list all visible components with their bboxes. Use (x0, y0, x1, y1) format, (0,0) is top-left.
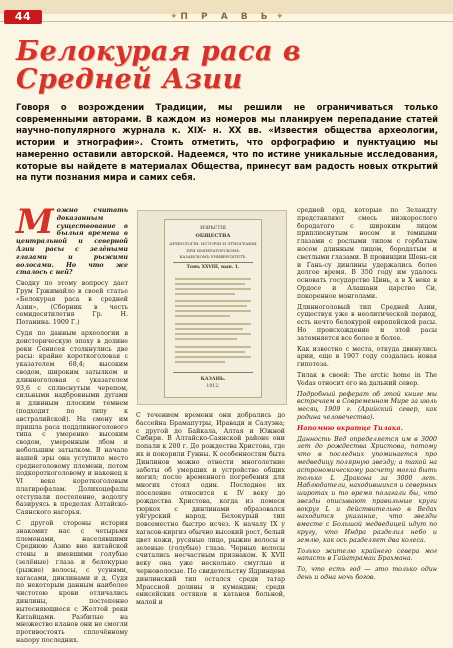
drop-cap: М (16, 202, 54, 242)
cover-page (164, 219, 262, 398)
cover-line (175, 333, 251, 335)
cover-line (175, 315, 230, 317)
paragraph: Как известно с места, откуда двинулись арии, еще в 1907 году создалась новая гипотеза. (297, 345, 437, 369)
cover-text: КАЗАНЬ. (200, 377, 226, 382)
cover-line (175, 305, 247, 307)
intro-text: ожно считать доказанным существование в былыя времена в центральной и северной Азии расы с зелёными глазами и рыжими волосами. Но что же сталось с ней? (16, 207, 128, 277)
cover-line (175, 300, 251, 302)
journal-cover-image (137, 210, 287, 405)
cover-line (175, 328, 243, 330)
cover-line (175, 338, 237, 340)
cover-line (175, 346, 251, 348)
paragraph: Данность Вед определяется им в 3000 лет до рождества Христова, потому что в последних упоминается про медведицу полярную звезду; а такой на астрономическому расчету могла быть только L Дракона за 3000 лет. Наблюдатели, находившихся и северных широтах и то время полагали бы, что звезды описывают правильные круги вокруг L и действительно в Ведах находится указание, что звезды вместе с Большой медведицей идут по кругу, что Индра разделил небо и землю, как ось разделяет два колеса. (297, 435, 437, 544)
paragraph: Длинноголовый тип Средней Азии, существуя уже в неолитической период, есть нечто белокурой европейской расы. Но происхождение и этой расы затемняется все более и более. (297, 303, 437, 342)
cover-line (175, 278, 251, 280)
paragraph: Сводку по этому вопросу дает Грум Гржимайло в своей статье «Белокурая раса в средней Азии», (Сборник в честь семидесятилетия Гр. Н. Потанина. 1909 Г.) (16, 280, 128, 327)
cover-rule (173, 262, 253, 263)
column-3 (297, 207, 437, 585)
cover-line (175, 283, 245, 285)
cover-text: КАЗАНСКОМЪ УНИВЕРСИТЕТѢ. (179, 254, 247, 259)
tilak-book: The arctic home in The Vedas относит его на дальний север. (297, 371, 437, 387)
cover-text: 1912. (206, 384, 220, 389)
tilak-intro: Тилак в своей: (297, 371, 350, 379)
cover-line (175, 351, 245, 353)
cover-line (175, 288, 251, 290)
page-number: 44 (4, 10, 42, 24)
cover-text: ОБЩЕСТВА (195, 233, 231, 239)
cover-text: ПРИ ИМПЕРАТОРСКОМЪ (186, 248, 240, 253)
cover-rule (173, 372, 253, 373)
cover-text: Томъ XXVIII, вып. 1. (186, 265, 240, 270)
intro-paragraph (16, 202, 128, 277)
paragraph: То, что есть год — это только один день и одна ночь богов. (297, 566, 437, 582)
ornament-right-icon: ✦ (276, 12, 284, 22)
article-title: Белокурая раса в Средней Азии (16, 36, 302, 95)
paragraph: средней орд, которые по Зеландту представляют смесь низкорослого бородатого с широким лицом приплюснутым носом и темными глазами с рослыми типом с горбатым носом длинным лицом, бородатым и светлыми глазами. В провинции Шень-си и Гань-су динлины удержались более долгое время. В 350 году им удалось основать государство Цинь, а в X веке в Ордосе и Алашани царство Си, покоренное монголами. (297, 207, 437, 300)
ornament-left-icon: ✦ (170, 12, 178, 22)
cover-line (175, 361, 225, 363)
paragraph: Подробный реферат об этой книге мы встречаем в Современном Мире за июль месяц 1909 г. (Арийский север, как родина человечества). (297, 390, 437, 421)
paragraph: С другой стороны история знакомит нас с четырьмя племенами, населявшими Среднюю Азию вне китайской стены и имевшими голубые (зелёные) глаза и белокурые (рыжие) волосы, с усунями, хагасами, динлинами и д. Судя по некоторым данным наиболее чистотою крови отличались динлины, постепенно вытесняющиеся с Желтой реки Китайцами. Разбитые на множество кланов они не смогли противостоять сплочённому напору последних. (16, 520, 128, 645)
subheading: Напомню вкратце Тилака. (297, 423, 403, 432)
cover-line (175, 323, 251, 325)
cover-line (175, 356, 251, 358)
cover-text: АРХЕОЛОГІИ, ИСТОРІИ И ЭТНОГРАФІИ (169, 241, 257, 246)
cover-line (175, 293, 235, 295)
paragraph: Только жителю крайнего севера мог напасть в Гайатрамаи Брахмана. (297, 547, 437, 563)
column-2 (136, 412, 285, 610)
column-1 (16, 202, 128, 648)
article-lead: Говоря о возрождении Традиции, мы решили не ограничиваться только современными авторами. В каждом из номеров мы планируем перепадание статей научно-популярного журнала к. XIX- н. XX вв. «Известия общества археологии, истории и этнографии». Стоить отметить, что орфографию и пунктуацию мы намеренно оставили авторской. Надеемся, что по истине уникальные исследования, которые вы найдете в материалах Общества, принесут вам радость новых открытий на пути познания мира и самих себя. (16, 102, 438, 183)
paragraph: Судя по данным археологии в доисторическую эпоху в долине реки Сенисея столкнулись две расы: крайне короткоголовая с указателем 68,4; высоким сводом, широким затылком и длинноголовая с указателем 93,6 с сплюснутым черепом, сильными надбровными дугами и длинным плоским темнем (подходит по типу к австралийской). На смену им пришла раса поддлинноголового типа с умеренно высоким сводом, умеренным лбом и небольшим затылком. В начале нашей эры она уступило место среднеголовому племени, потом подкороткоголовому и наконец к VI веке короткоголовым платирефалам. Долихоцефалы отступали постепенно, водолгу базируясь в пределах Алтайско-Саянского нагорья. (16, 329, 128, 517)
cover-text: ИЗВѢСТІЯ (200, 226, 226, 231)
section-label: П Р А В Ь (180, 12, 273, 22)
cover-line (175, 310, 251, 312)
paragraph: С течением времени они добрались до бассейна Брамапутры, Иравади и Салуэна; с другой до Байкала, Алтая и Южной Сибири. В Алтайско-Саянской районе они попали к 200 г. До рождества Христова, где их и покорили Гунны. К особенностям быта Динлинов можно отнести многолетние забеты об умерших и устройство общих могил; после временного погребения для многих стоял один. Последнее их поселение относится к IV веку до рождества Христова, когда из помеси тюркох с динлинами образовался уйгурский народ. Белокурый тип повсеместно быстро исчез. К началу IX у хагасов-киргиз обычно высокий рост, белый цвет кожи, русяные лицо, рыжие волосы и зеленые (голубые) глаза. Черные волосы считались несчастным признаком. К XVII веку она уже несколько смуглые и черноволосые. По свидетельству Ядринцева динлинский тип остался среди татар Мрассной долины и кумандин; среди енисейских остяков и катанов больной, малой и (136, 412, 285, 607)
paragraph (297, 372, 437, 388)
